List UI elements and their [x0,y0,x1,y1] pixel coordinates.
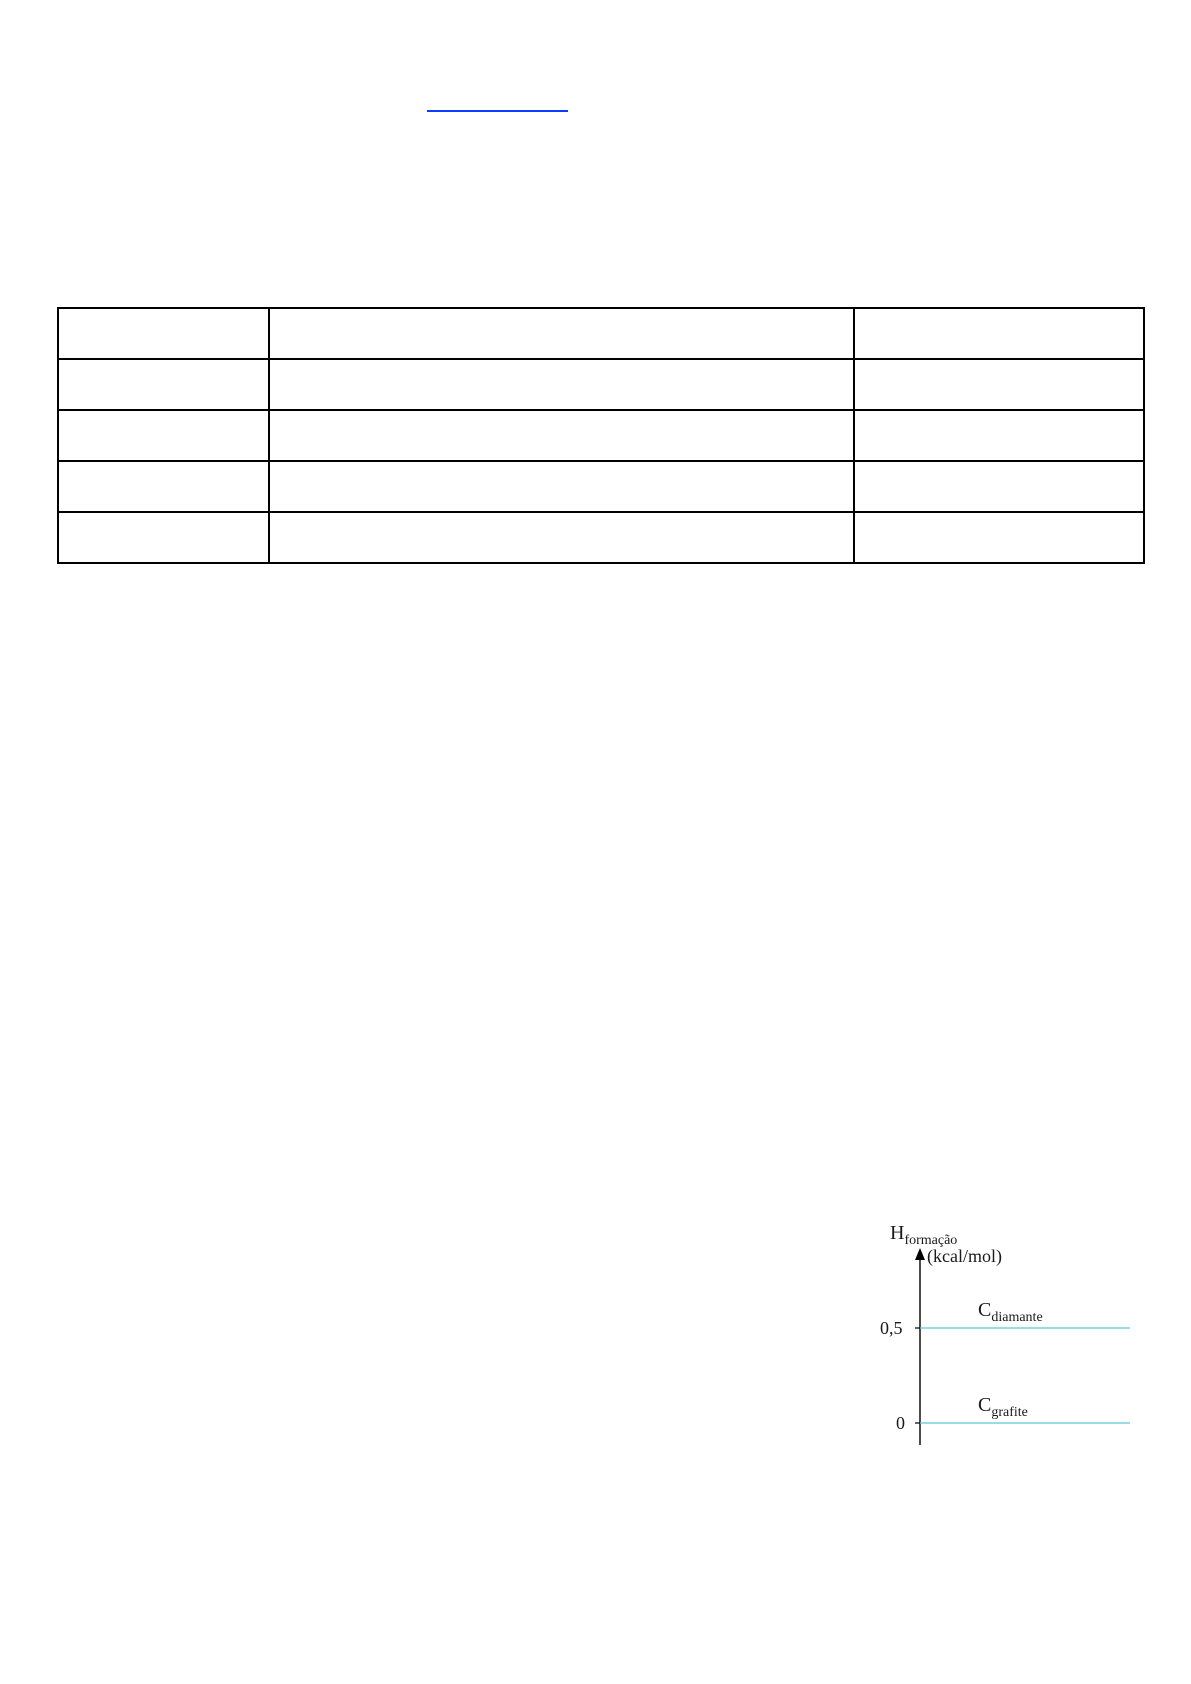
table-cell [854,410,1144,461]
table-cell [58,512,269,563]
diamond-subscript: diamante [991,1310,1043,1325]
table-cell [854,308,1144,359]
table-cell [854,359,1144,410]
graphite-tick-label: 0 [896,1413,905,1433]
table-row [58,359,1144,410]
enthalpy-level-diagram [870,1220,1140,1460]
enthalpy-diagram-svg [870,1220,1140,1460]
y-axis-unit: (kcal/mol) [927,1246,1002,1266]
diamond-tick-label: 0,5 [880,1318,903,1338]
graphite-subscript: grafite [991,1405,1028,1420]
table-cell [269,410,854,461]
table-cell [58,410,269,461]
table-row [58,512,1144,563]
y-axis-title [890,1222,957,1248]
diamond-symbol: C [978,1299,992,1321]
empty-data-table [57,307,1145,564]
table-cell [58,359,269,410]
table-row [58,308,1144,359]
table-cell [58,461,269,512]
hyperlink-underline[interactable] [427,110,568,112]
y-axis-subscript: formação [904,1233,958,1248]
y-axis-symbol: H [890,1222,905,1244]
graphite-level-label [978,1394,1028,1420]
table-row [58,410,1144,461]
diamond-level-label [978,1299,1043,1325]
table-cell [58,308,269,359]
table-cell [269,359,854,410]
table-cell [269,512,854,563]
table-cell [854,461,1144,512]
graphite-symbol: C [978,1394,992,1416]
y-axis-arrowhead [915,1248,925,1260]
table-cell [854,512,1144,563]
table-cell [269,461,854,512]
table-row [58,461,1144,512]
table-cell [269,308,854,359]
